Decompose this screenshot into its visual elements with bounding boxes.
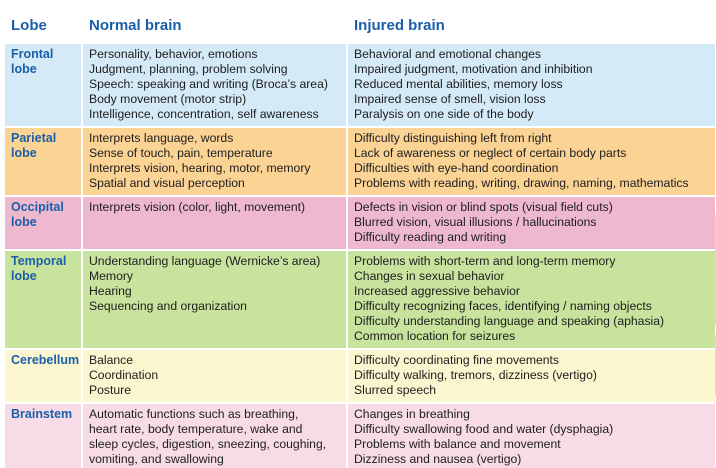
parietal-normal-cell [83, 128, 348, 197]
lobe-line: Frontal [11, 47, 54, 61]
brainstem-normal-cell [83, 404, 348, 468]
occipital-normal-cell [83, 197, 348, 251]
injured-line: Paralysis on one side of the body [354, 107, 534, 121]
normal-line: Understanding language (Wernicke’s area) [89, 254, 321, 268]
injured-line: Changes in breathing [354, 407, 470, 421]
injured-line: Slurred speech [354, 383, 436, 397]
injured-line: Difficulty understanding language and speaking (aphasia) [354, 314, 665, 328]
normal-line: Coordination [89, 368, 159, 382]
normal-line: vomiting, and swallowing [89, 452, 224, 466]
cerebellum-injured-cell [348, 350, 715, 404]
lobe-line: Occipital [11, 200, 64, 214]
injured-line: Difficulty coordinating fine movements [354, 353, 560, 367]
injured-line: Difficulty recognizing faces, identifying / naming objects [354, 299, 652, 313]
lobe-line: lobe [11, 146, 37, 160]
injured-line: Lack of awareness or neglect of certain body parts [354, 146, 627, 160]
temporal-normal-cell [83, 251, 348, 350]
brainstem-injured-cell [348, 404, 715, 468]
header-row [5, 8, 715, 44]
injured-line: Problems with short-term and long-term memory [354, 254, 616, 268]
injured-line: Problems with reading, writing, drawing, naming, mathematics [354, 176, 689, 190]
occipital-injured-cell [348, 197, 715, 251]
brain-lobe-table [5, 8, 715, 468]
injured-line: Difficulty distinguishing left from right [354, 131, 552, 145]
table-row-parietal [5, 128, 715, 197]
injured-line: Increased aggressive behavior [354, 284, 520, 298]
normal-line: Speech: speaking and writing (Broca’s area) [89, 77, 328, 91]
normal-line: heart rate, body temperature, wake and [89, 422, 303, 436]
parietal-lobe-cell [5, 128, 83, 197]
normal-line: Intelligence, concentration, self awareness [89, 107, 319, 121]
lobe-line: lobe [11, 215, 37, 229]
table-row-brainstem [5, 404, 715, 468]
lobe-line: Cerebellum [11, 353, 80, 367]
cerebellum-normal-cell [83, 350, 348, 404]
injured-line: Defects in vision or blind spots (visual field cuts) [354, 200, 613, 214]
table-row-temporal [5, 251, 715, 350]
table-body [5, 44, 715, 468]
parietal-injured-cell [348, 128, 715, 197]
injured-line: Difficulty walking, tremors, dizziness (vertigo) [354, 368, 597, 382]
injured-line: Dizziness and nausea (vertigo) [354, 452, 522, 466]
normal-line: Interprets vision (color, light, movement) [89, 200, 306, 214]
normal-line: Personality, behavior, emotions [89, 47, 258, 61]
table-row-occipital [5, 197, 715, 251]
normal-line: Interprets language, words [89, 131, 234, 145]
table-row-cerebellum [5, 350, 715, 404]
normal-line: Interprets vision, hearing, motor, memory [89, 161, 311, 175]
normal-line: Automatic functions such as breathing, [89, 407, 299, 421]
injured-line: Blurred vision, visual illusions / hallucinations [354, 215, 597, 229]
normal-line: Posture [89, 383, 132, 397]
frontal-injured-cell [348, 44, 715, 128]
injured-line: Reduced mental abilities, memory loss [354, 77, 563, 91]
injured-line: Difficulties with eye-hand coordination [354, 161, 559, 175]
frontal-normal-cell [83, 44, 348, 128]
injured-line: Problems with balance and movement [354, 437, 561, 451]
injured-line: Difficulty reading and writing [354, 230, 507, 244]
normal-line: Sense of touch, pain, temperature [89, 146, 273, 160]
header-injured-brain: Injured brain [348, 8, 715, 44]
injured-line: Difficulty swallowing food and water (dysphagia) [354, 422, 614, 436]
temporal-injured-cell [348, 251, 715, 350]
normal-line: Judgment, planning, problem solving [89, 62, 288, 76]
normal-line: Memory [89, 269, 134, 283]
normal-line: Body movement (motor strip) [89, 92, 247, 106]
lobe-line: Temporal [11, 254, 67, 268]
lobe-line: Parietal [11, 131, 57, 145]
injured-line: Behavioral and emotional changes [354, 47, 542, 61]
header-normal-brain: Normal brain [83, 8, 348, 44]
normal-line: Sequencing and organization [89, 299, 247, 313]
lobe-line: Brainstem [11, 407, 73, 421]
temporal-lobe-cell [5, 251, 83, 350]
brainstem-lobe-cell [5, 404, 83, 468]
table-row-frontal [5, 44, 715, 128]
injured-line: Common location for seizures [354, 329, 516, 343]
injured-line: Changes in sexual behavior [354, 269, 505, 283]
normal-line: Hearing [89, 284, 132, 298]
injured-line: Impaired judgment, motivation and inhibition [354, 62, 593, 76]
lobe-line: lobe [11, 62, 37, 76]
header-lobe: Lobe [5, 8, 83, 44]
occipital-lobe-cell [5, 197, 83, 251]
normal-line: Balance [89, 353, 134, 367]
normal-line: Spatial and visual perception [89, 176, 245, 190]
frontal-lobe-cell [5, 44, 83, 128]
injured-line: Impaired sense of smell, vision loss [354, 92, 546, 106]
lobe-line: lobe [11, 269, 37, 283]
normal-line: sleep cycles, digestion, sneezing, coughing, [89, 437, 327, 451]
cerebellum-lobe-cell [5, 350, 83, 404]
